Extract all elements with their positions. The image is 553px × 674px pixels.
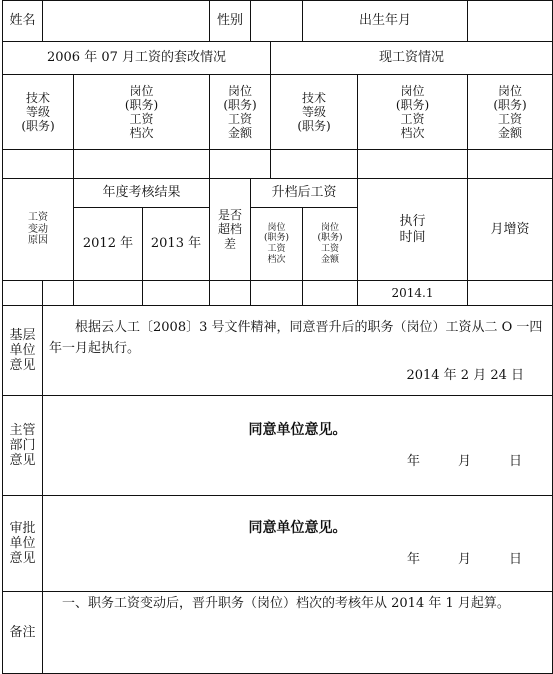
grassroots-label-line-3: 意见: [9, 358, 36, 374]
annual-result-header: 年度考核结果: [74, 179, 210, 208]
post-amount-line-2: (职务): [223, 97, 257, 112]
grade-value-2006[interactable]: [3, 150, 74, 179]
after-level-line-1: 岗位: [267, 222, 286, 233]
current-salary-title: 现工资情况: [271, 42, 553, 75]
year-2013-header: 2013 年: [143, 208, 210, 281]
birth-label: 出生年月: [303, 1, 468, 42]
exec-time-value[interactable]: 2014.1: [358, 281, 468, 306]
after-level-header: [251, 208, 303, 281]
form-table: [2, 0, 553, 674]
post-level-header-2006: [74, 75, 210, 150]
supervisor-opinion-text: 同意单位意见。: [248, 421, 347, 438]
grade-header-2006: [3, 75, 74, 150]
change-reason-line-2: 变动: [28, 223, 48, 235]
approval-month: 月: [457, 552, 471, 568]
approval-day: 日: [509, 552, 523, 568]
monthly-increase-header: 月增资: [468, 179, 553, 281]
after-level-line-2: (职务): [264, 233, 290, 244]
supervisor-year: 年: [406, 454, 420, 470]
change-reason-line-1: 工资: [28, 211, 48, 223]
after-amount-line-2: (职务): [317, 233, 343, 244]
post-level-line-2: (职务): [395, 97, 430, 112]
grade-line-3: (职务): [21, 119, 55, 134]
grassroots-label: [3, 306, 43, 396]
approval-year: 年: [406, 552, 420, 568]
year-2012-value[interactable]: [74, 281, 143, 306]
reform-header-row: [3, 75, 553, 150]
post-level-line-4: 档次: [400, 126, 425, 141]
post-amount-line-3: 工资: [228, 112, 253, 126]
exec-time-line-1: 执行: [399, 214, 426, 230]
after-amount-header: [303, 208, 358, 281]
exec-time-header: [358, 179, 468, 281]
after-level-line-4: 档次: [267, 254, 286, 265]
approval-label-line-1: 审批: [9, 520, 36, 536]
after-amount-line-1: 岗位: [321, 222, 340, 233]
change-value-row: [3, 281, 553, 306]
form-sheet: [2, 0, 553, 674]
post-level-line-1: 岗位: [400, 83, 425, 98]
gender-label: 性别: [210, 1, 251, 42]
post-level-line-3: 工资: [400, 112, 425, 126]
grassroots-row: [3, 306, 553, 396]
grassroots-label-line-1: 基层: [9, 327, 36, 343]
post-amount-value-2006[interactable]: [210, 150, 271, 179]
post-level-value-current[interactable]: [358, 150, 468, 179]
name-value[interactable]: [43, 1, 210, 42]
approval-label: [3, 496, 43, 592]
approval-date-line: [43, 552, 552, 567]
supervisor-month: 月: [457, 454, 471, 470]
grade-header-current: [271, 75, 358, 150]
after-level-value[interactable]: [251, 281, 303, 306]
post-amount-line-3: 工资: [498, 112, 523, 126]
over-grade-value[interactable]: [210, 281, 251, 306]
change-header-row-1: [3, 179, 553, 208]
remarks-label: 备注: [3, 592, 43, 674]
over-grade-line-3: 差: [224, 236, 237, 251]
supervisor-day: 日: [509, 454, 523, 470]
grade-line-1: 技术: [25, 90, 50, 105]
grassroots-label-line-2: 单位: [9, 342, 36, 358]
supervisor-opinion-cell[interactable]: [43, 396, 553, 496]
header-row: [3, 1, 553, 42]
change-reason-value-a[interactable]: [3, 281, 43, 306]
post-level-line-2: (职务): [124, 97, 159, 112]
supervisor-row: [3, 396, 553, 496]
reform-value-row: [3, 150, 553, 179]
after-amount-line-4: 金额: [321, 254, 340, 265]
year-2012-header: 2012 年: [74, 208, 143, 281]
gender-value[interactable]: [251, 1, 303, 42]
supervisor-label: [3, 396, 43, 496]
remarks-cell[interactable]: [43, 592, 553, 674]
monthly-increase-value[interactable]: [468, 281, 553, 306]
change-reason-line-3: 原因: [28, 235, 48, 247]
post-level-line-4: 档次: [129, 126, 154, 141]
post-amount-line-1: 岗位: [498, 83, 523, 98]
supervisor-label-line-3: 意见: [9, 453, 36, 469]
after-level-line-3: 工资: [267, 244, 286, 254]
post-level-line-3: 工资: [129, 112, 154, 126]
grade-line-1: 技术: [302, 90, 327, 105]
supervisor-label-line-1: 主管: [9, 422, 36, 438]
year-2013-value[interactable]: [143, 281, 210, 306]
over-grade-line-1: 是否: [218, 208, 243, 223]
post-level-value-2006[interactable]: [74, 150, 210, 179]
birth-value[interactable]: [468, 1, 553, 42]
post-amount-line-4: 金额: [498, 126, 523, 141]
after-amount-value[interactable]: [303, 281, 358, 306]
post-amount-line-1: 岗位: [228, 83, 253, 98]
grade-value-current[interactable]: [271, 150, 358, 179]
reform-2006-title: 2006 年 07 月工资的套改情况: [3, 42, 271, 75]
post-amount-line-4: 金额: [228, 126, 253, 141]
grassroots-opinion-text: 根据云人工〔2008〕3 号文件精神，同意晋升后的职务（岗位）工资从二 O 一四年一月起执行。: [49, 320, 543, 356]
supervisor-label-line-2: 部门: [9, 437, 36, 453]
after-amount-line-3: 工资: [321, 244, 340, 254]
post-level-header-current: [358, 75, 468, 150]
reform-title-row: [3, 42, 553, 75]
change-reason-header: [3, 179, 74, 281]
grassroots-date: 2014 年 2 月 24 日: [406, 367, 525, 383]
grade-line-2: 等级: [25, 104, 50, 119]
remarks-text: 一、职务工资变动后，晋升职务（岗位）档次的考核年从 2014 年 1 月起算。: [62, 596, 510, 611]
grade-line-3: (职务): [297, 119, 331, 134]
approval-row: [3, 496, 553, 592]
over-grade-line-2: 超档: [218, 222, 243, 237]
remarks-row: [3, 592, 553, 674]
post-amount-header-current: [468, 75, 553, 150]
approval-label-line-3: 意见: [9, 551, 36, 567]
approval-opinion-text: 同意单位意见。: [248, 519, 347, 536]
supervisor-date-line: [43, 454, 552, 469]
post-amount-header-2006: [210, 75, 271, 150]
over-grade-header: [210, 179, 251, 281]
grassroots-opinion-cell[interactable]: [43, 306, 553, 396]
after-upgrade-header: 升档后工资: [251, 179, 358, 208]
change-reason-value-b[interactable]: [43, 281, 74, 306]
approval-label-line-2: 单位: [9, 535, 36, 551]
exec-time-line-2: 时间: [399, 229, 426, 245]
approval-opinion-cell[interactable]: [43, 496, 553, 592]
post-level-line-1: 岗位: [129, 83, 154, 98]
name-label: 姓名: [3, 1, 43, 42]
grade-line-2: 等级: [302, 104, 327, 119]
post-amount-line-2: (职务): [493, 97, 527, 112]
post-amount-value-current[interactable]: [468, 150, 553, 179]
